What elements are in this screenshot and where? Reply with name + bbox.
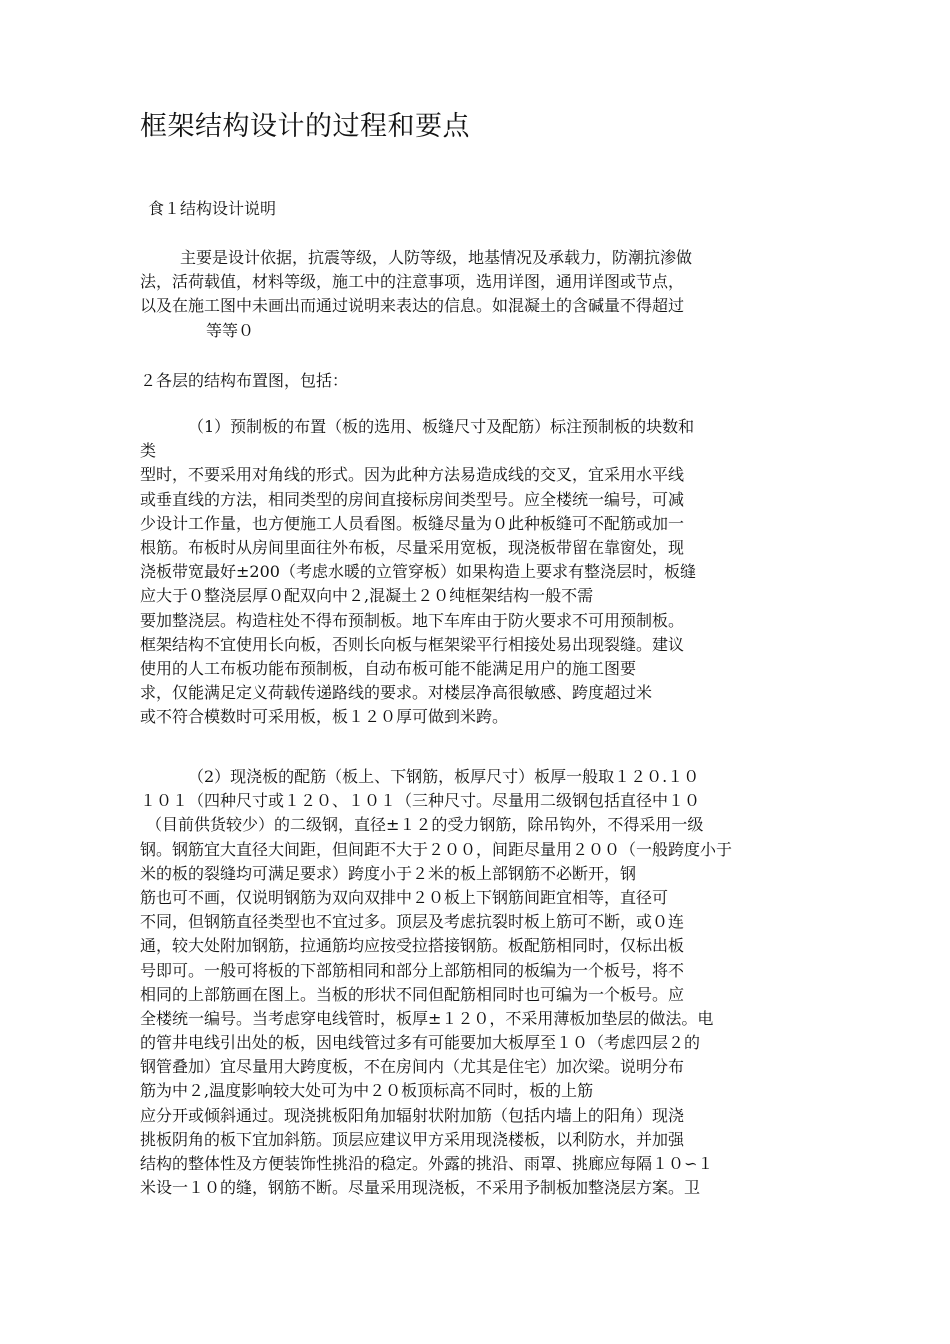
text-line: 钢管叠加）宜尽量用大跨度板，不在房间内（尤其是住宅）加次梁。说明分布 <box>140 1057 685 1077</box>
text-line: 米设一１０的缝，钢筋不断。尽量采用现浇板，不采用予制板加整浇层方案。卫 <box>140 1178 701 1198</box>
text-line: 类 <box>140 441 157 461</box>
text-line: 根筋。布板时从房间里面往外布板，尽量采用宽板，现浇板带留在靠窗处，现 <box>140 537 685 557</box>
text-line: 应分开或倾斜通过。现浇挑板阳角加辐射状附加筋（包括内墙上的阳角）现浇 <box>140 1105 685 1125</box>
text-line: 挑板阴角的板下宜加斜筋。顶层应建议甲方采用现浇楼板，以利防水，并加强 <box>140 1129 685 1149</box>
text-line: （2）现浇板的配筋（板上、下钢筋，板厚尺寸）板厚一般取１２０.１０ <box>188 767 700 786</box>
text-line: １０１（四种尺寸或１２０、１０１（三种尺寸。尽量用二级钢包括直径中１０ <box>140 791 701 811</box>
text-line: 的管井电线引出处的板，因电线管过多有可能要加大板厚至１０（考虑四层２的 <box>140 1033 701 1053</box>
text-line: 少设计工作量，也方便施工人员看图。板缝尽量为０此种板缝可不配筋或加一 <box>140 513 685 533</box>
section-2-heading: ２各层的结构布置图，包括： <box>140 371 349 390</box>
text-line: 筋为中２,温度影响较大处可为中２０板顶标高不同时，板的上筋 <box>140 1081 594 1101</box>
text-line: 筋也可不画，仅说明钢筋为双向双排中２０板上下钢筋间距宜相等，直径可 <box>140 887 669 907</box>
text-line: 求，仅能满足定义荷载传递路线的要求。对楼层净高很敏感、跨度超过米 <box>140 683 653 703</box>
text-line: 号即可。一般可将板的下部筋相同和部分上部筋相同的板编为一个板号，将不 <box>140 960 685 980</box>
text-line: 型时，不要采用对角线的形式。因为此种方法易造成线的交叉，宜采用水平线 <box>140 465 685 485</box>
text-line: （1）预制板的布置（板的选用、板缝尺寸及配筋）标注预制板的块数和 <box>188 417 695 436</box>
text-line: 以及在施工图中未画出而通过说明来表达的信息。如混凝土的含碱量不得超过 <box>140 296 685 316</box>
section-2-paragraph-2 <box>140 765 820 1200</box>
text-line: 框架结构不宜使用长向板，否则长向板与框架梁平行相接处易出现裂缝。建议 <box>140 634 685 654</box>
text-line: 或垂直线的方法，相同类型的房间直接标房间类型号。应全楼统一编号，可减 <box>140 489 685 509</box>
document-title: 框架结构设计的过程和要点 <box>140 111 470 142</box>
text-line: （目前供货较少）的二级钢，直径±１２的受力钢筋，除吊钩外，不得采用一级 <box>146 815 704 835</box>
text-line: 主要是设计依据，抗震等级，人防等级，地基情况及承载力，防潮抗渗做 <box>180 248 693 267</box>
text-line: 钢。钢筋宜大直径大间距，但间距不大于２００，间距尽量用２００（一般跨度小于 <box>140 839 733 859</box>
text-line: 结构的整体性及方便装饰性挑沿的稳定。外露的挑沿、雨罩、挑廊应每隔１０∽１ <box>140 1154 714 1173</box>
section-2-paragraph-1 <box>140 415 820 729</box>
text-line: 全楼统一编号。当考虑穿电线管时，板厚±１２０，不采用薄板加垫层的做法。电 <box>140 1008 714 1028</box>
section-1-body <box>140 246 820 343</box>
text-line: 相同的上部筋画在图上。当板的形状不同但配筋相同时也可编为一个板号。应 <box>140 984 685 1004</box>
text-line: 浇板带宽最好±200（考虑水暖的立管穿板）如果构造上要求有整浇层时，板缝 <box>140 562 696 582</box>
text-line: 不同，但钢筋直径类型也不宜过多。顶层及考虑抗裂时板上筋可不断，或０连 <box>140 912 685 932</box>
text-line: 通，较大处附加钢筋，拉通筋均应按受拉搭接钢筋。板配筋相同时，仅标出板 <box>140 936 685 956</box>
text-line: 使用的人工布板功能布预制板，自动布板可能不能满足用户的施工图要 <box>140 658 637 678</box>
text-line: 要加整浇层。构造柱处不得布预制板。地下车库由于防火要求不可用预制板。 <box>140 610 685 630</box>
text-line: 或不符合模数时可采用板，板１２０厚可做到米跨。 <box>140 707 509 727</box>
text-line: 等等０ <box>206 320 255 340</box>
text-line: 米的板的裂缝均可满足要求）跨度小于２米的板上部钢筋不必断开，钢 <box>140 863 637 883</box>
section-1-heading: 食１结构设计说明 <box>148 199 277 218</box>
text-line: 应大于０整浇层厚０配双向中２,混凝土２０纯框架结构一般不需 <box>140 586 594 606</box>
text-line: 法，活荷载值，材料等级，施工中的注意事项，选用详图，通用详图或节点， <box>140 272 685 292</box>
